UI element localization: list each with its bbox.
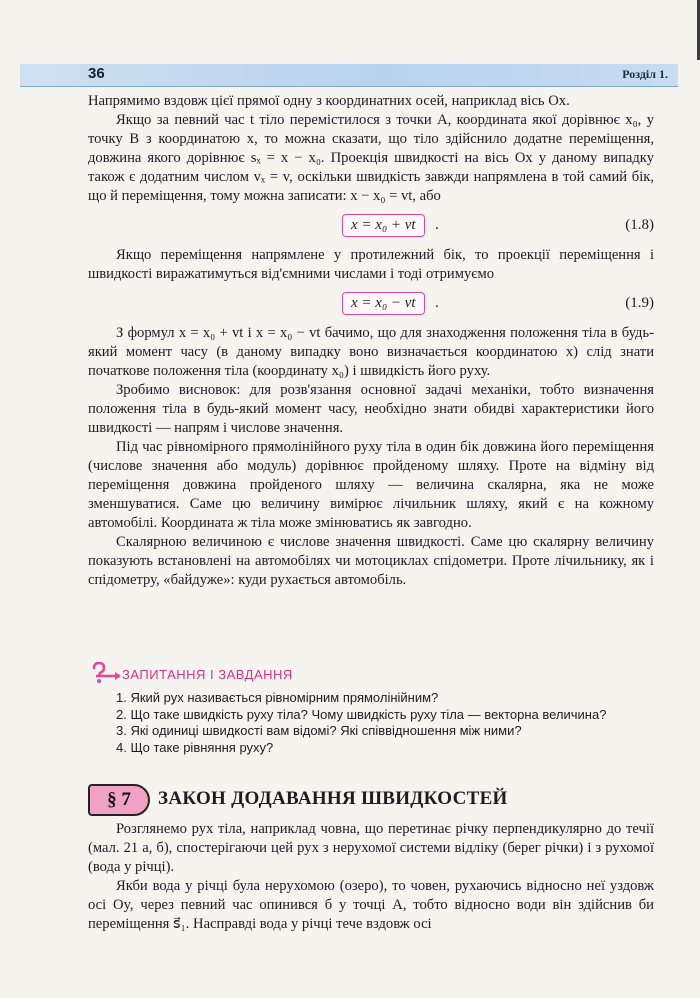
section-paragraph-2: Якби вода у річці була нерухомою (озеро), то човен, рухаючись відносно неї уздовж осі Oy, через певний час опинився б у точці A, тобто відносно води він здійснив би переміщення s⃗₁. Насправді вода у річці тече вздовж осі xyxy=(88,878,654,932)
paragraph-6: Під час рівномірного прямолінійного руху тіла в один бік довжина його переміщення (числове значення або модуль) дорівнює пройденому шляху. Проте на відміну від переміщення довжина пройденого шляху — величина скалярна, яка не може зменшуватися. Саме цю величину вимірює лічильник шляху, який є на кожному автомобілі. Координата ж тіла може змінюватись як завгодно. xyxy=(88,439,654,531)
equation-number-1-8: (1.8) xyxy=(625,217,654,233)
paragraph-4: З формул x = x₀ + vt і x = x₀ − vt бачимо, що для знаходження положення тіла в будь-який момент часу (в даному випадку воно визначається координатою x) слід знати початкове положення тіла (координату x₀) і швидкість його руху. xyxy=(88,325,654,379)
questions-list xyxy=(88,690,654,756)
questions-block xyxy=(88,662,654,756)
chapter-label: Розділ 1. xyxy=(622,67,668,81)
section-heading xyxy=(88,784,654,818)
formula-row-1 xyxy=(88,210,654,244)
page-number: 36 xyxy=(88,65,105,82)
main-text xyxy=(88,92,654,590)
question-item: 2. Що таке швидкість руху тіла? Чому швидкість руху тіла — векторна величина? xyxy=(116,706,607,722)
paragraph-1: Напрямимо вздовж цієї прямої одну з координатних осей, наприклад вісь Ox. xyxy=(88,93,570,109)
question-item: 1. Який рух називається рівномірним прямолінійним? xyxy=(116,690,439,705)
question-arrow-icon xyxy=(88,662,122,691)
paragraph-2: Якщо за певний час t тіло перемістилося з точки A, координата якої дорівнює x₀, у точку B з координатою x, то можна сказати, що тіло здійснило додатне переміщення, довжина якого дорівнює sₓ = x − x₀. Проекція швидкості на вісь Ox у даному випадку також є додатним числом vₓ = v, оскільки швидкість завжди напрямлена в той самий бік, що й переміщення, тому можна записати: x − x₀ = vt, або xyxy=(88,112,654,204)
equation-number-1-9: (1.9) xyxy=(625,295,654,311)
section-title: ЗАКОН ДОДАВАННЯ ШВИДКОСТЕЙ xyxy=(158,788,508,809)
formula-dot: . xyxy=(435,295,439,311)
question-item: 4. Що таке рівняння руху? xyxy=(116,739,274,755)
paragraph-7: Скалярною величиною є числове значення швидкості. Саме цю скалярну величину показують встановлені на автомобілях чи мотоциклах спідометри. Проте лічильнику, як і спідометру, «байдуже»: куди рухається автомобіль. xyxy=(88,534,654,588)
section-number-badge: § 7 xyxy=(88,784,150,816)
section-text xyxy=(88,820,654,934)
paragraph-3: Якщо переміщення напрямлене у протилежний бік, то проекції переміщення і швидкості виражатимуться від'ємними числами і тоді отримуємо xyxy=(88,247,654,282)
formula-row-2 xyxy=(88,288,654,322)
paragraph-5: Зробимо висновок: для розв'язання основної задачі механіки, тобто визначення положення тіла в будь-який момент часу, необхідно знати обидві характеристики його швидкості — напрям і числове значення. xyxy=(88,382,654,436)
formula-1-9: x = x₀ − vt xyxy=(342,292,425,315)
question-item: 3. Які одиниці швидкості вам відомі? Які співвідношення між ними? xyxy=(116,723,522,738)
formula-dot: . xyxy=(435,217,439,233)
formula-1-8: x = x₀ + vt xyxy=(342,214,425,237)
section-paragraph-1: Розглянемо рух тіла, наприклад човна, що перетинає річку перпендикулярно до течії (мал. 21 а, б), спостерігаючи цей рух з нерухомої системи відліку (берег річки) і з рухомої (вода у річці). xyxy=(88,821,654,875)
questions-title: ЗАПИТАННЯ І ЗАВДАННЯ xyxy=(122,667,293,682)
questions-header xyxy=(88,662,654,690)
page-header xyxy=(20,64,678,87)
